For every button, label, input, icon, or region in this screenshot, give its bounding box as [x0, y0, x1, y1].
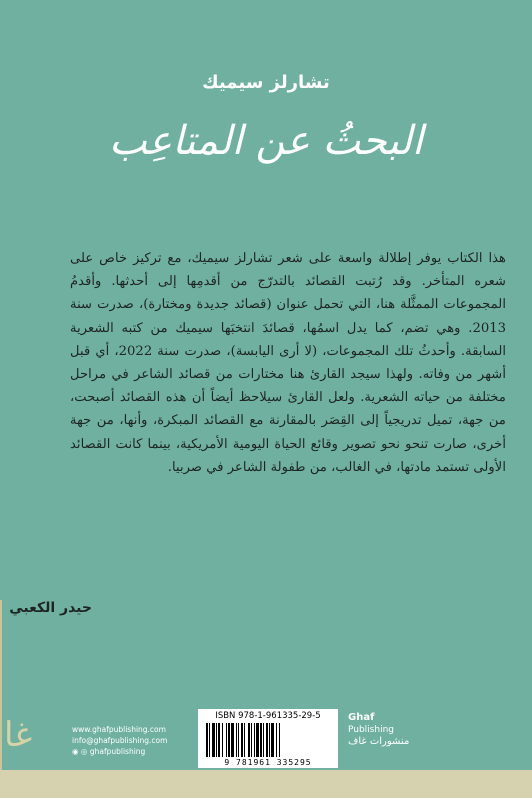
blurb-text	[70, 247, 506, 479]
book-title: البحثُ عن المتاعِب	[108, 118, 424, 164]
publisher-name-en: Ghaf	[348, 712, 375, 723]
barcode-digits: 9 781961 335295	[224, 758, 312, 767]
author-name: تشارلز سيميك	[202, 72, 330, 93]
publisher-sub-en: Publishing	[348, 725, 394, 735]
email-link: info@ghafpublishing.com	[72, 736, 168, 745]
website-link: www.ghafpublishing.com	[72, 725, 166, 734]
publisher-contacts	[72, 724, 167, 757]
social-icons: ◉ ◎	[72, 747, 90, 756]
publisher-logo	[348, 712, 409, 748]
translator-signature: حيدر الكعبي	[9, 600, 92, 616]
publisher-name-ar: منشورات غاف	[348, 736, 410, 747]
isbn-label: ISBN 978-1-961335-29-5	[215, 711, 321, 721]
barcode-icon	[206, 723, 330, 757]
social-handle	[72, 746, 167, 757]
publisher-logo-letter: غا	[4, 715, 33, 755]
footer-bar	[0, 770, 532, 798]
social-handle-text: ghafpublishing	[89, 747, 146, 756]
isbn-barcode	[198, 709, 338, 768]
side-logo-mark	[0, 600, 33, 770]
blurb-paragraph: هذا الكتاب يوفر إطلالة واسعة على شعر تشارلز سيميك، مع تركيز خاص على شعره المتأخر. وقد رُتبت القصائد بالتدرّج من أقدمِها إلى أحدثها. وأقدمُ المجموعات الممثَّلة هنا، التي تحمل عنوان (قصائد جديدة ومختارة)، صدرت سنة 2013. وهي تضم، كما يدل اسمُها، قصائدَ انتخبَها سيميك من كتبه الشعرية السابقة. وأحدثُ تلك المجموعات، (لا أرى اليابسة)، صدرت سنة 2022، أي قبل أشهر من وفاته. ولهذا سيجد القارئ هنا مختارات من قصائد الشاعر في مراحل مختلفة من حياته الشعرية. ولعل القارئ سيلاحظ أيضاً أن هذه القصائد أصبحت، من جهة، تميل تدريجياً إلى القِصَر بالمقارنة مع القصائد المبكرة، وأنها، من جهة أخرى، صارت تنحو نحو تصوير وقائع الحياة اليومية الأمريكية، بينما كانت القصائد الأولى تستمد مادتها، في الغالب، من طفولة الشاعر في صربيا.	[70, 251, 506, 475]
